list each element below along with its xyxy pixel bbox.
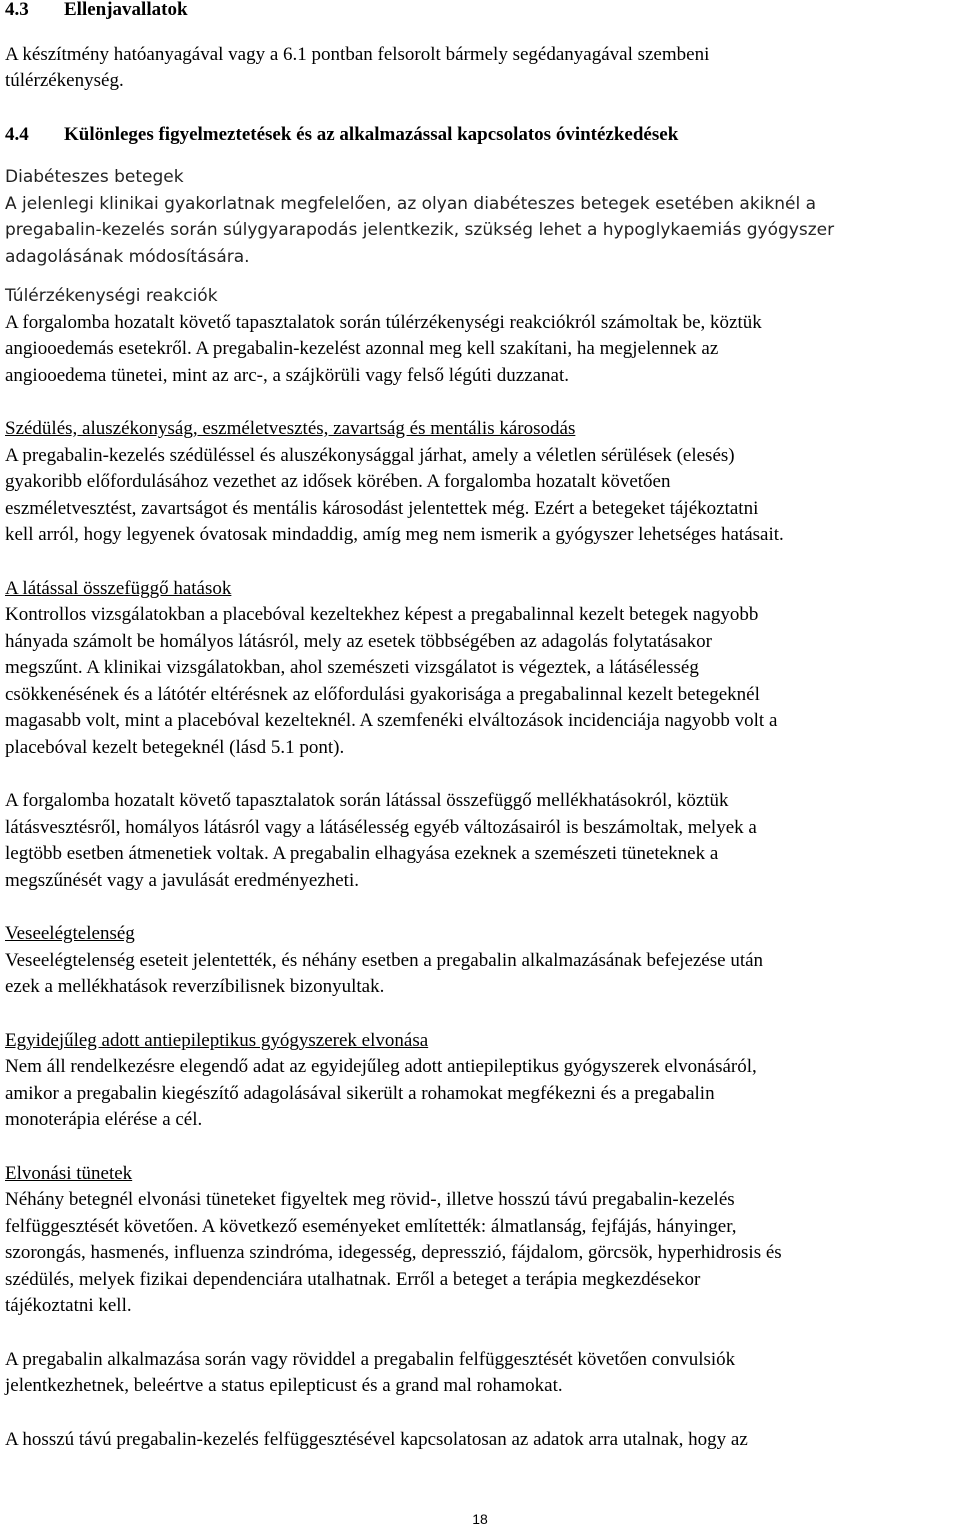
hypersensitivity-section	[5, 283, 957, 389]
text-line: amikor a pregabalin kiegészítő adagolásával sikerült a rohamokat megfékezni és a pregabalin	[5, 1082, 715, 1104]
text-line: megszűnését vagy a javulását eredményezheti.	[5, 869, 359, 891]
text-line: Nem áll rendelkezésre elegendő adat az egyidejűleg adott antiepileptikus gyógyszerek elvonásáról,	[5, 1056, 757, 1077]
subsection-heading: Veseelégtelenség	[5, 923, 135, 944]
text-line: A jelenlegi klinikai gyakorlatnak megfelelően, az olyan diabéteszes betegek esetében akiknél a	[5, 193, 817, 214]
text-line: ezek a mellékhatások reverzíbilisnek bizonyultak.	[5, 976, 385, 997]
text-line: A készítmény hatóanyagával vagy a 6.1 pontban felsorolt bármely segédanyagával szembeni	[5, 43, 710, 65]
text-line: túlérzékenység.	[5, 70, 124, 91]
text-line: látásvesztésről, homályos látásról vagy a látásélesség egyéb változásairól is beszámoltak, melyek a	[5, 816, 757, 838]
subsection-heading: Szédülés, aluszékonyság, eszméletvesztés, zavartság és mentális károsodás	[5, 418, 576, 439]
subsection-heading: Túlérzékenységi reakciók	[5, 286, 218, 306]
subsection-heading: Diabéteszes betegek	[5, 167, 184, 187]
text-line: placebóval kezelt betegeknél (lásd 5.1 pont).	[5, 736, 345, 758]
diabetes-section	[5, 164, 957, 270]
text-line: adagolásának módosítására.	[5, 246, 250, 267]
text-line: csökkenésének és a látótér eltérésnek az előfordulási gyakorisága a pregabalinnal kezelt betegeknél	[5, 683, 760, 705]
text-line: kell arról, hogy legyenek óvatosak mindaddig, amíg meg nem ismerik a gyógyszer lehetséges hatásait.	[5, 524, 784, 545]
text-line: angiooedemás esetekről. A pregabalin-kezelést azonnal meg kell szakítani, ha megjelennek az	[5, 338, 719, 359]
text-line: felfüggesztését követően. A következő eseményeket említették: álmatlanság, fejfájás, hányinger,	[5, 1215, 737, 1237]
text-line: Kontrollos vizsgálatokban a placebóval kezeltekhez képest a pregabalinnal kezelt betegek nagyobb	[5, 604, 759, 625]
section-number: 4.3	[5, 0, 29, 20]
renal-section	[5, 921, 957, 1001]
section-title: Ellenjavallatok	[64, 0, 188, 20]
text-line: tájékoztatni kell.	[5, 1295, 132, 1316]
text-line: angiooedema tünetei, mint az arc-, a szájkörüli vagy felső légúti duzzanat.	[5, 364, 569, 386]
antiepileptic-section	[5, 1028, 957, 1134]
text-line: hányada számolt be homályos látásról, mely az esetek többségében az adagolás folytatásakor	[5, 630, 712, 652]
text-line: eszméletvesztést, zavartságot és mentális károsodást jelentettek még. Ezért a betegeket tájékoztatni	[5, 497, 759, 519]
text-line: A pregabalin alkalmazása során vagy röviddel a pregabalin felfüggesztését követően convulsiók	[5, 1348, 736, 1370]
text-line: szédülés, melyek fizikai dependenciára utalhatnak. Erről a beteget a terápia megkezdésekor	[5, 1268, 701, 1290]
text-line: monoterápia elérése a cél.	[5, 1109, 203, 1130]
text-line: jelentkezhetnek, beleértve a status epilepticust és a grand mal rohamokat.	[5, 1375, 563, 1396]
dizziness-section	[5, 416, 957, 549]
text-line: A hosszú távú pregabalin-kezelés felfüggesztésével kapcsolatosan az adatok arra utalnak, hogy az	[5, 1428, 748, 1450]
contraindications-text	[5, 42, 957, 95]
text-line: gyakoribb előfordulásához vezethet az idősek körében. A forgalomba hozatalt követően	[5, 471, 671, 492]
section-4-3-heading	[5, 0, 957, 24]
page-number: 18	[472, 1511, 488, 1527]
withdrawal-longterm-paragraph	[5, 1427, 957, 1454]
section-number: 4.4	[5, 123, 29, 145]
withdrawal-convulsion-paragraph	[5, 1347, 957, 1400]
text-line: Néhány betegnél elvonási tüneteket figyeltek meg rövid-, illetve hosszú távú pregabalin-kezelés	[5, 1189, 735, 1210]
subsection-heading: Elvonási tünetek	[5, 1162, 133, 1184]
vision-postmarketing-paragraph	[5, 788, 957, 894]
section-4-4-heading	[5, 122, 957, 149]
text-line: Veseelégtelenség eseteit jelentették, és néhány esetben a pregabalin alkalmazásának befejezése után	[5, 949, 764, 971]
vision-section	[5, 576, 957, 762]
subsection-heading: A látással összefüggő hatások	[5, 577, 232, 599]
text-line: A forgalomba hozatalt követő tapasztalatok során látással összefüggő mellékhatásokról, köztük	[5, 790, 729, 811]
text-line: szorongás, hasmenés, influenza szindróma, idegesség, depresszió, fájdalom, görcsök, hyperhidrosis és	[5, 1242, 782, 1263]
text-line: A forgalomba hozatalt követő tapasztalatok során túlérzékenységi reakciókról számoltak be, köztük	[5, 311, 762, 333]
withdrawal-section	[5, 1161, 957, 1320]
text-line: A pregabalin-kezelés szédüléssel és aluszékonysággal járhat, amely a véletlen sérülések (elesés)	[5, 444, 735, 466]
text-line: magasabb volt, mint a placebóval kezelteknél. A szemfenéki elváltozások incidenciája nagyobb volt a	[5, 710, 778, 731]
text-line: legtöbb esetben átmenetiek voltak. A pregabalin elhagyása ezeknek a szemészeti tüneteknek a	[5, 843, 719, 864]
text-line: pregabalin-kezelés során súlygyarapodás jelentkezik, szükség lehet a hypoglykaemiás gyógyszer	[5, 220, 835, 240]
subsection-heading: Egyidejűleg adott antiepileptikus gyógyszerek elvonása	[5, 1029, 429, 1051]
section-title: Különleges figyelmeztetések és az alkalmazással kapcsolatos óvintézkedések	[64, 123, 679, 145]
document-page	[5, 0, 957, 1453]
text-line: megszűnt. A klinikai vizsgálatokban, ahol szemészeti vizsgálatot is végeztek, a látásélesség	[5, 657, 699, 678]
